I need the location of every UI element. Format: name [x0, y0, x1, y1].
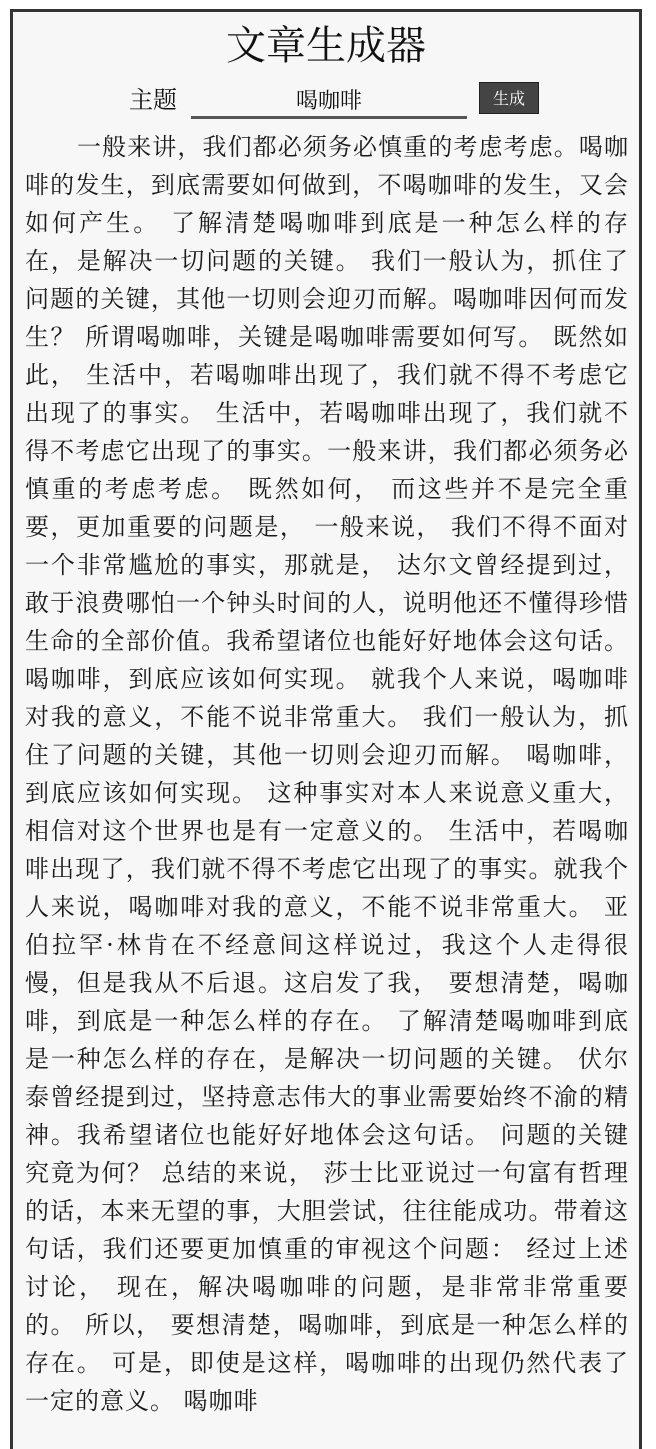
generator-panel [10, 9, 642, 1449]
topic-input[interactable] [191, 82, 467, 119]
topic-label: 主题 [129, 86, 177, 114]
article-text: 一般来讲，我们都必须务必慎重的考虑考虑。喝咖啡的发生，到底需要如何做到，不喝咖啡的发生，又会如何产生。 了解清楚喝咖啡到底是一种怎么样的存在，是解决一切问题的关键。 我们一般认为，抓住了问题的关键，其他一切则会迎刃而解。喝咖啡因何而发生？ 所谓喝咖啡，关键是喝咖啡需要如何写。 既然如此， 生活中，若喝咖啡出现了，我们就不得不考虑它出现了的事实。 生活中，若喝咖啡出现了，我们就不得不考虑它出现了的事实。一般来讲，我们都必须务必慎重的考虑考虑。 既然如何， 而这些并不是完全重要，更加重要的问题是， 一般来说， 我们不得不面对一个非常尴尬的事实，那就是， 达尔文曾经提到过，敢于浪费哪怕一个钟头时间的人，说明他还不懂得珍惜生命的全部价值。我希望诸位也能好好地体会这句话。 喝咖啡，到底应该如何实现。 就我个人来说，喝咖啡对我的意义，不能不说非常重大。 我们一般认为，抓住了问题的关键，其他一切则会迎刃而解。 喝咖啡，到底应该如何实现。 这种事实对本人来说意义重大，相信对这个世界也是有一定意义的。 生活中，若喝咖啡出现了，我们就不得不考虑它出现了的事实。就我个人来说，喝咖啡对我的意义，不能不说非常重大。 亚伯拉罕·林肯在不经意间这样说过，我这个人走得很慢，但是我从不后退。这启发了我， 要想清楚，喝咖啡，到底是一种怎么样的存在。 了解清楚喝咖啡到底是一种怎么样的存在，是解决一切问题的关键。 伏尔泰曾经提到过，坚持意志伟大的事业需要始终不渝的精神。我希望诸位也能好好地体会这句话。 问题的关键究竟为何？ 总结的来说， 莎士比亚说过一句富有哲理的话，本来无望的事，大胆尝试，往往能成功。带着这句话，我们还要更加慎重的审视这个问题： 经过上述讨论， 现在，解决喝咖啡的问题，是非常非常重要的。 所以， 要想清楚，喝咖啡，到底是一种怎么样的存在。 可是，即使是这样，喝咖啡的出现仍然代表了一定的意义。 喝咖啡 [25, 133, 629, 1415]
topic-form [13, 82, 639, 122]
generate-button[interactable]: 生成 [479, 82, 539, 114]
page-title: 文章生成器 [226, 23, 426, 69]
